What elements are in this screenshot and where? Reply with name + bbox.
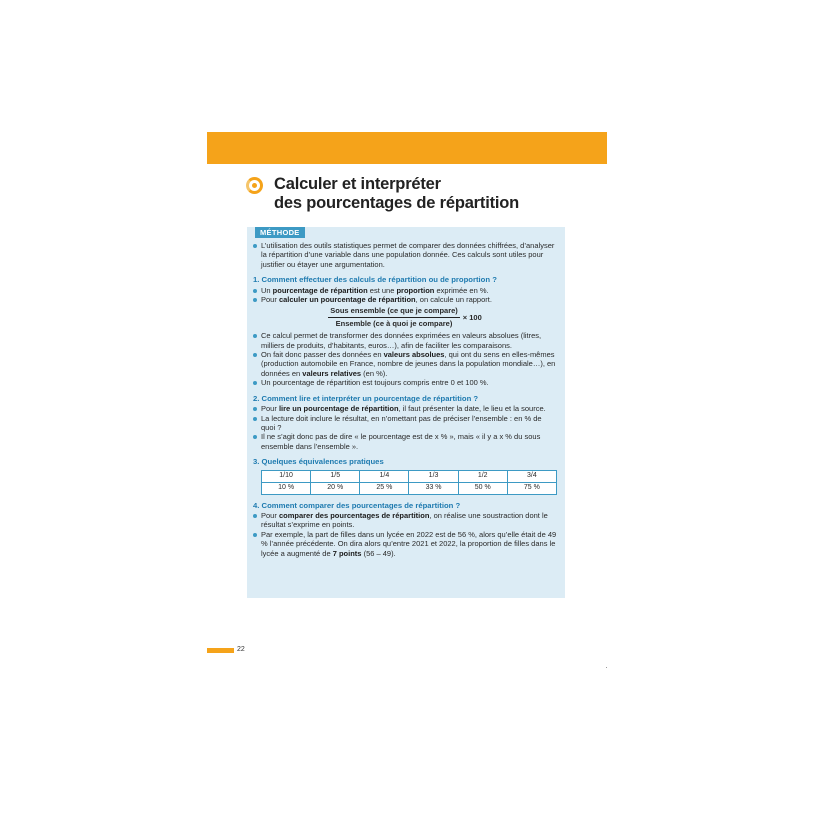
table-cell: 10 % — [262, 482, 311, 494]
s2-bullet-3: Il ne s’agit donc pas de dire « le pourcentage est de x % », mais « il y a x % du sous ensemble dans l’ensemble ». — [253, 432, 557, 451]
table-cell: 33 % — [409, 482, 458, 494]
methode-box — [247, 227, 565, 598]
table-cell: 25 % — [360, 482, 409, 494]
s1-bullet-1: Un pourcentage de répartition est une proportion exprimée en %. — [253, 286, 557, 295]
equivalence-table — [261, 470, 557, 495]
formula-denominator: Ensemble (ce à quoi je compare) — [335, 318, 453, 328]
title-line-2: des pourcentages de répartition — [274, 194, 520, 212]
table-cell: 50 % — [458, 482, 507, 494]
page-number-bar — [207, 648, 234, 653]
table-cell: 1/4 — [360, 470, 409, 482]
formula-numerator: Sous ensemble (ce que je compare) — [328, 306, 460, 317]
title-circle-icon — [246, 177, 263, 194]
table-cell: 75 % — [507, 482, 556, 494]
page-title — [246, 175, 596, 213]
section2-heading: 2. Comment lire et interpréter un pourcentage de répartition ? — [253, 393, 479, 403]
intro-text: L’utilisation des outils statistiques permet de comparer des données chiffrées, d’analyser la répartition d’une variable dans une population donnée. Ces calculs sont utiles pour justifier ou étayer une argumentation. — [253, 241, 557, 269]
s4-bullet-1: Pour comparer des pourcentages de répartition, on réalise une soustraction dont le résultat s’exprime en points. — [253, 511, 557, 530]
formula-multiplier: × 100 — [462, 312, 482, 322]
section4-heading: 4. Comment comparer des pourcentages de répartition ? — [253, 500, 461, 510]
page-number: 22 — [237, 646, 245, 653]
table-cell: 1/10 — [262, 470, 311, 482]
percentage-formula — [253, 306, 557, 328]
table-cell: 1/3 — [409, 470, 458, 482]
table-cell: 1/5 — [311, 470, 360, 482]
section1-heading: 1. Comment effectuer des calculs de répartition ou de proportion ? — [253, 275, 497, 285]
table-cell: 20 % — [311, 482, 360, 494]
table-cell: 1/2 — [458, 470, 507, 482]
s2-bullet-2: La lecture doit inclure le résultat, en n’omettant pas de préciser l’ensemble : en % de quoi ? — [253, 414, 557, 433]
corner-mark — [606, 667, 607, 668]
s1-bullet-2: Pour calculer un pourcentage de répartition, on calcule un rapport. — [253, 295, 557, 304]
section3-heading: 3. Quelques équivalences pratiques — [253, 457, 384, 467]
methode-label: MÉTHODE — [255, 227, 305, 238]
s1-bullet-3: Ce calcul permet de transformer des données exprimées en valeurs absolues (litres, milliers de produits, d’habitants, euros…), afin de faciliter les comparaisons. — [253, 331, 557, 350]
table-row — [262, 482, 557, 494]
header-band — [207, 132, 607, 164]
title-line-1: Calculer et interpréter — [274, 175, 441, 193]
s1-bullet-5: Un pourcentage de répartition est toujours compris entre 0 et 100 %. — [253, 378, 557, 387]
s4-bullet-2: Par exemple, la part de filles dans un lycée en 2022 est de 56 %, alors qu’elle était de 49 % l’année précédente. On dira alors qu’entre 2021 et 2022, la proportion de filles dans le lycée a augmenté de 7 points (56 – 49). — [253, 530, 557, 558]
s1-bullet-4: On fait donc passer des données en valeurs absolues, qui ont du sens en elles-mêmes (production automobile en France, nombre de jeunes dans la population mondiale…), en données en valeurs relatives (en %). — [253, 350, 557, 378]
table-row — [262, 470, 557, 482]
s2-bullet-1: Pour lire un pourcentage de répartition, il faut présenter la date, le lieu et la source. — [253, 404, 557, 413]
table-cell: 3/4 — [507, 470, 556, 482]
methode-content — [253, 241, 557, 558]
